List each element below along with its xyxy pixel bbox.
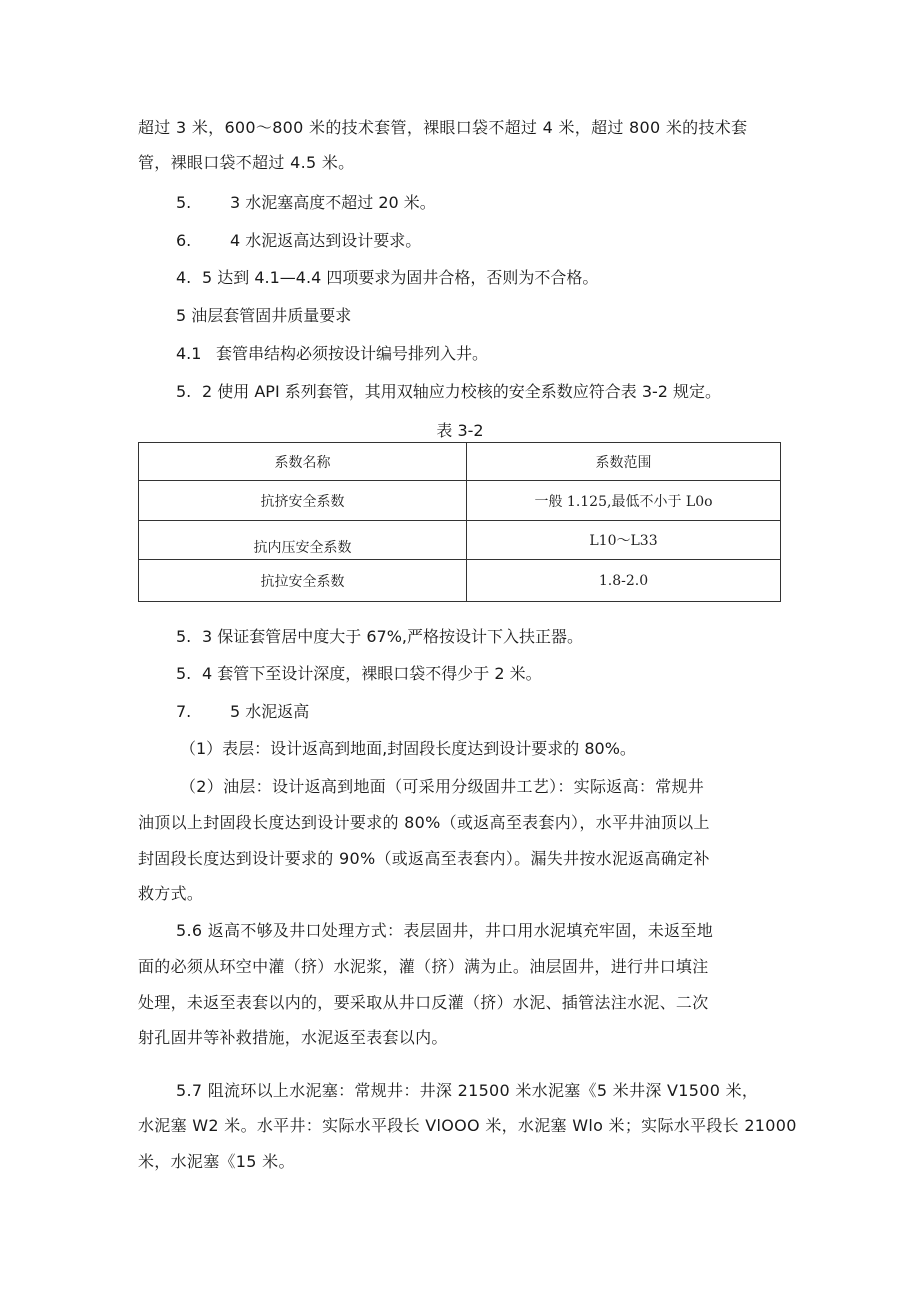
list-item-text: 3 水泥塞高度不超过 20 米。: [230, 193, 436, 212]
paragraph-line: 管，裸眼口袋不超过 4.5 米。: [138, 153, 355, 172]
list-item-text: 2 使用 API 系列套管，其用双轴应力校核的安全系数应符合表 3-2 规定。: [202, 382, 722, 401]
sub-item: （1）表层：设计返高到地面,封固段长度达到设计要求的 80%。: [180, 739, 636, 758]
table-header-cell: 系数范围: [467, 443, 781, 481]
list-item-text: 5 水泥返高: [230, 702, 310, 721]
paragraph-line: 油顶以上封固段长度达到设计要求的 80%（或返高至表套内），水平井油顶以上: [138, 813, 710, 832]
table-cell: 1.8-2.0: [467, 560, 781, 602]
table-cell: 抗拉安全系数: [139, 560, 467, 602]
table-header-cell: 系数名称: [139, 443, 467, 481]
list-item-text: 套管串结构必须按设计编号排列入井。: [216, 344, 489, 363]
table-row: [139, 521, 781, 560]
table-row: [139, 481, 781, 521]
table-cell: 一般 1.125,最低不小于 L0o: [467, 481, 781, 521]
paragraph-line: 封固段长度达到设计要求的 90%（或返高至表套内）。漏失井按水泥返高确定补: [138, 849, 710, 868]
paragraph-line: 面的必须从环空中灌（挤）水泥浆，灌（挤）满为止。油层固井，进行井口填注: [138, 957, 709, 976]
table-header-row: [139, 443, 781, 481]
list-item-number: 5.: [176, 382, 192, 401]
list-item-number: 4.1: [176, 344, 202, 363]
list-item-number: 7.: [176, 702, 192, 721]
list-item-number: 5.: [176, 627, 192, 646]
paragraph-line: 射孔固井等补救措施，水泥返至表套以内。: [138, 1028, 448, 1047]
table-cell: 抗挤安全系数: [139, 481, 467, 521]
list-item-number: 4.: [176, 268, 192, 287]
table-row: [139, 560, 781, 602]
safety-factor-table: [138, 442, 781, 602]
table-cell: 抗内压安全系数: [139, 521, 467, 560]
paragraph-line: 救方式。: [138, 884, 204, 903]
list-item-number: 6.: [176, 231, 192, 250]
list-item-number: 5.: [176, 664, 192, 683]
list-item-text: 4 水泥返高达到设计要求。: [230, 231, 422, 250]
paragraph-line: 5.7 阻流环以上水泥塞：常规井：井深 21500 米水泥塞《5 米井深 V1500 米，: [176, 1081, 759, 1100]
paragraph-line: 超过 3 米，600～800 米的技术套管，裸眼口袋不超过 4 米，超过 800 米的技术套: [138, 118, 748, 137]
paragraph-line: 米，水泥塞《15 米。: [138, 1152, 295, 1171]
section-heading: 5 油层套管固井质量要求: [176, 306, 352, 325]
list-item-number: 5.: [176, 193, 192, 212]
list-item-text: 3 保证套管居中度大于 67%,严格按设计下入扶正器。: [202, 627, 584, 646]
list-item-text: 5 达到 4.1—4.4 四项要求为固井合格，否则为不合格。: [202, 268, 599, 287]
paragraph-line: 水泥塞 W2 米。水平井：实际水平段长 VlOOO 米，水泥塞 Wlo 米；实际水平段长 21000: [138, 1116, 797, 1135]
table-cell: L10～L33: [467, 521, 781, 560]
list-item-text: 4 套管下至设计深度，裸眼口袋不得少于 2 米。: [202, 664, 542, 683]
paragraph-line: （2）油层：设计返高到地面（可采用分级固井工艺）：实际返高：常规井: [180, 777, 705, 796]
paragraph-line: 处理，未返至表套以内的，要采取从井口反灌（挤）水泥、插管法注水泥、二次: [138, 993, 709, 1012]
table-caption: 表 3-2: [436, 421, 484, 440]
paragraph-line: 5.6 返高不够及井口处理方式：表层固井，井口用水泥填充牢固，未返至地: [176, 921, 714, 940]
